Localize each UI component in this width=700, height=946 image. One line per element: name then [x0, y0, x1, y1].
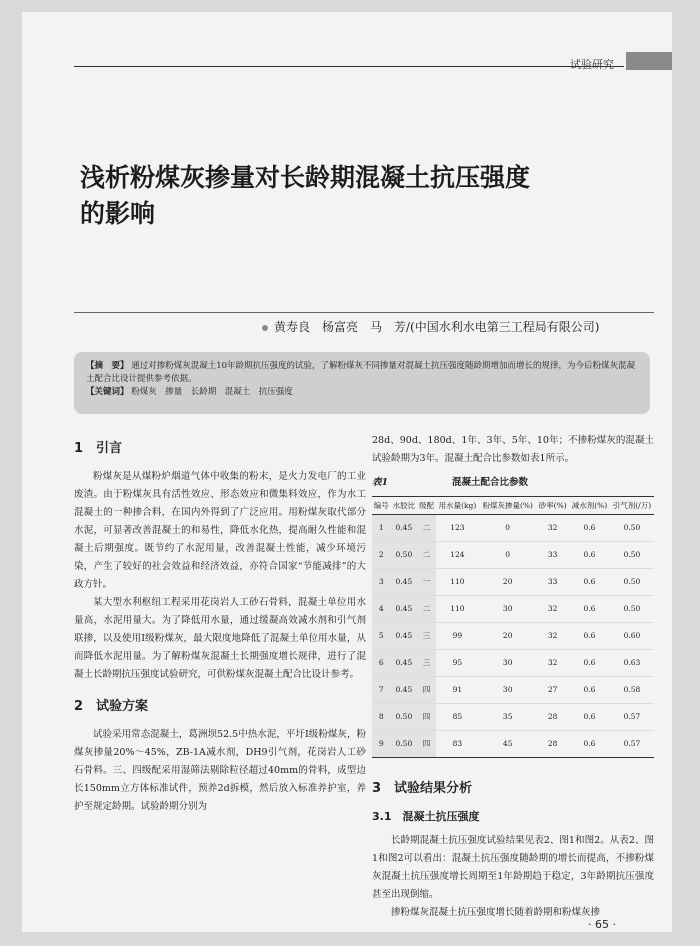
table-cell: 0.6 — [569, 704, 610, 731]
table-cell: 85 — [436, 704, 479, 731]
table-cell: 28 — [536, 704, 569, 731]
table-cell: 0 — [479, 542, 536, 569]
table-cell: 四 — [417, 704, 436, 731]
table-cell: 0.6 — [569, 623, 610, 650]
table-cell: 三 — [417, 650, 436, 677]
table-cell: 0.6 — [569, 542, 610, 569]
table-cell: 四 — [417, 677, 436, 704]
col-header: 水胶比 — [391, 497, 418, 515]
table-row — [372, 515, 654, 542]
table-row — [372, 596, 654, 623]
paragraph: 长龄期混凝土抗压强度试验结果见表2、图1和图2。从表2、图1和图2可以看出：混凝土抗压强度随龄期的增长而提高，不掺粉煤灰混凝土抗压强度增长周期至1年龄期趋于稳定，3年龄期抗压强度甚至出现倒缩。 — [372, 835, 654, 900]
paragraph: 28d、90d、180d、1年、3年、5年、10年；不掺粉煤灰的混凝土试验龄期为3年。混凝土配合比参数如表1所示。 — [372, 435, 654, 464]
table-row — [372, 650, 654, 677]
table-cell: 三 — [417, 623, 436, 650]
table-cell: 35 — [479, 704, 536, 731]
section-1-heading: 1 引言 — [74, 441, 123, 456]
table-cell: 0.45 — [391, 596, 418, 623]
paragraph: 某大型水利枢纽工程采用花岗岩人工砂石骨料，混凝土单位用水量高，水泥用量大。为了降低用水量，通过缓凝高效减水剂和引气剂联掺，以及使用Ⅰ级粉煤灰，最大限度地降低了混凝土单位用水量，从而降低水泥用量。为了解粉煤灰混凝土长期强度增长规律，进行了混凝土长龄期抗压强度试验研究，可供粉煤灰混凝土配合比设计参考。 — [74, 597, 366, 680]
table-cell: 8 — [372, 704, 391, 731]
right-column — [372, 432, 654, 922]
table-cell: 四 — [417, 731, 436, 758]
table-cell: 45 — [479, 731, 536, 758]
table-cell: 0.50 — [391, 542, 418, 569]
table-cell: 110 — [436, 569, 479, 596]
table-cell: 30 — [479, 677, 536, 704]
table-body — [372, 515, 654, 758]
table-cell: 110 — [436, 596, 479, 623]
col-header: 减水剂(%) — [569, 497, 610, 515]
table-cell: 4 — [372, 596, 391, 623]
article-title — [80, 160, 640, 232]
table-row — [372, 569, 654, 596]
table-cell: 27 — [536, 677, 569, 704]
authors: 黄寿良 杨富亮 马 芳/(中国水利水电第三工程局有限公司) — [274, 320, 600, 334]
table-row — [372, 542, 654, 569]
paragraph: 试验采用常态混凝土，葛洲坝52.5中热水泥，平圩Ⅰ级粉煤灰，粉煤灰掺量20%～45%，ZB-1A减水剂，DH9引气剂，花岗岩人工砂石骨料。三、四级配采用湿筛法剔除粒径超过40mm的骨料，成型边长150mm立方体标准试件，预养2d拆模，然后放入标准养护室，养护至规定龄期。试验龄期分别为 — [74, 729, 366, 812]
table-caption — [372, 474, 654, 492]
table-cell: 0.50 — [391, 731, 418, 758]
title-line-1: 浅析粉煤灰掺量对长龄期混凝土抗压强度 — [80, 163, 531, 192]
table-title: 混凝土配合比参数 — [452, 477, 529, 488]
table-cell: 0.6 — [569, 650, 610, 677]
col-header: 粉煤灰掺量(%) — [479, 497, 536, 515]
table-cell: 0.45 — [391, 650, 418, 677]
keywords — [86, 386, 638, 399]
table-cell: 30 — [479, 650, 536, 677]
table-cell: 20 — [479, 623, 536, 650]
table-cell: 7 — [372, 677, 391, 704]
table-cell: 0.50 — [610, 542, 654, 569]
abstract-text: 通过对掺粉煤灰混凝土10年龄期抗压强度的试验，了解粉煤灰不同掺量对混凝土抗压强度随龄期增加而增长的规律，为今后粉煤灰混凝土配合比设计提供参考依据。 — [86, 361, 636, 384]
table-row — [372, 704, 654, 731]
table-cell: 6 — [372, 650, 391, 677]
table-cell: 95 — [436, 650, 479, 677]
table-cell: 32 — [536, 515, 569, 542]
table-cell: 83 — [436, 731, 479, 758]
table-header-row — [372, 497, 654, 515]
table-cell: 0.6 — [569, 677, 610, 704]
title-line-2: 的影响 — [80, 199, 156, 228]
table-cell: 28 — [536, 731, 569, 758]
table-cell: 二 — [417, 515, 436, 542]
table-number: 表1 — [372, 477, 389, 488]
col-header: 引气剂(/万) — [610, 497, 654, 515]
table-cell: 123 — [436, 515, 479, 542]
section-3-1-heading: 3.1 混凝土抗压强度 — [372, 810, 480, 823]
table-cell: 32 — [536, 596, 569, 623]
abstract-label: 【摘 要】 — [86, 361, 129, 371]
abstract — [86, 360, 638, 386]
table-cell: 0.45 — [391, 677, 418, 704]
table-cell: 0.45 — [391, 623, 418, 650]
col-header: 砂率(%) — [536, 497, 569, 515]
table-cell: 一 — [417, 569, 436, 596]
table-cell: 0.57 — [610, 704, 654, 731]
table-cell: 91 — [436, 677, 479, 704]
table-cell: 0.45 — [391, 515, 418, 542]
table-row — [372, 677, 654, 704]
col-header: 用水量(kg) — [436, 497, 479, 515]
table-cell: 0.45 — [391, 569, 418, 596]
keywords-label: 【关键词】 — [86, 387, 129, 397]
table-cell: 0.58 — [610, 677, 654, 704]
section-2-heading: 2 试验方案 — [74, 699, 149, 714]
table-cell: 3 — [372, 569, 391, 596]
table-cell: 99 — [436, 623, 479, 650]
table-cell: 0.63 — [610, 650, 654, 677]
left-column — [74, 432, 366, 816]
paragraph: 掺粉煤灰混凝土抗压强度增长随着龄期和粉煤灰掺 — [391, 907, 601, 918]
table-cell: 0.6 — [569, 596, 610, 623]
header-rule — [74, 66, 624, 67]
table-cell: 2 — [372, 542, 391, 569]
table-cell: 9 — [372, 731, 391, 758]
table-cell: 33 — [536, 542, 569, 569]
table-row — [372, 623, 654, 650]
col-header: 级配 — [417, 497, 436, 515]
table-cell: 0.50 — [610, 596, 654, 623]
table-cell: 0.6 — [569, 515, 610, 542]
table-cell: 5 — [372, 623, 391, 650]
table-cell: 二 — [417, 596, 436, 623]
title-rule — [74, 312, 654, 313]
table-cell: 二 — [417, 542, 436, 569]
byline — [262, 318, 599, 335]
col-header: 编号 — [372, 497, 391, 515]
header-decoration — [626, 52, 672, 70]
mix-proportion-table — [372, 496, 654, 758]
table-row — [372, 731, 654, 758]
table-cell: 32 — [536, 623, 569, 650]
keywords-text: 粉煤灰 掺量 长龄期 混凝土 抗压强度 — [131, 387, 293, 397]
table-cell: 0.50 — [391, 704, 418, 731]
table-cell: 0.6 — [569, 569, 610, 596]
table-cell: 33 — [536, 569, 569, 596]
abstract-box — [74, 352, 650, 414]
paragraph: 粉煤灰是从煤粉炉烟道气体中收集的粉末，是火力发电厂的工业废渣。由于粉煤灰具有活性效应、形态效应和微集料效应，作为水工混凝土的一种掺合料，在国内外得到了广泛应用。用粉煤灰取代部分水泥，可显著改善混凝土的和易性，降低水化热，提高耐久性能和混凝土后期强度。既节约了水泥用量，改善混凝土性能，减少环境污染，产生了较好的社会效益和经济效益，亦符合国家“节能减排”的大政方针。 — [74, 471, 366, 590]
page-number: · 65 · — [588, 918, 616, 931]
section-3-heading: 3 试验结果分析 — [372, 781, 473, 796]
bullet-icon — [262, 325, 268, 331]
journal-page — [22, 12, 672, 932]
table-cell: 124 — [436, 542, 479, 569]
table-cell: 32 — [536, 650, 569, 677]
table-cell: 1 — [372, 515, 391, 542]
table-cell: 0.57 — [610, 731, 654, 758]
table-cell: 30 — [479, 596, 536, 623]
table-cell: 0.60 — [610, 623, 654, 650]
table-cell: 20 — [479, 569, 536, 596]
table-cell: 0.50 — [610, 515, 654, 542]
table-cell: 0.6 — [569, 731, 610, 758]
section-label: 试验研究 — [570, 58, 614, 71]
table-cell: 0 — [479, 515, 536, 542]
table-cell: 0.50 — [610, 569, 654, 596]
